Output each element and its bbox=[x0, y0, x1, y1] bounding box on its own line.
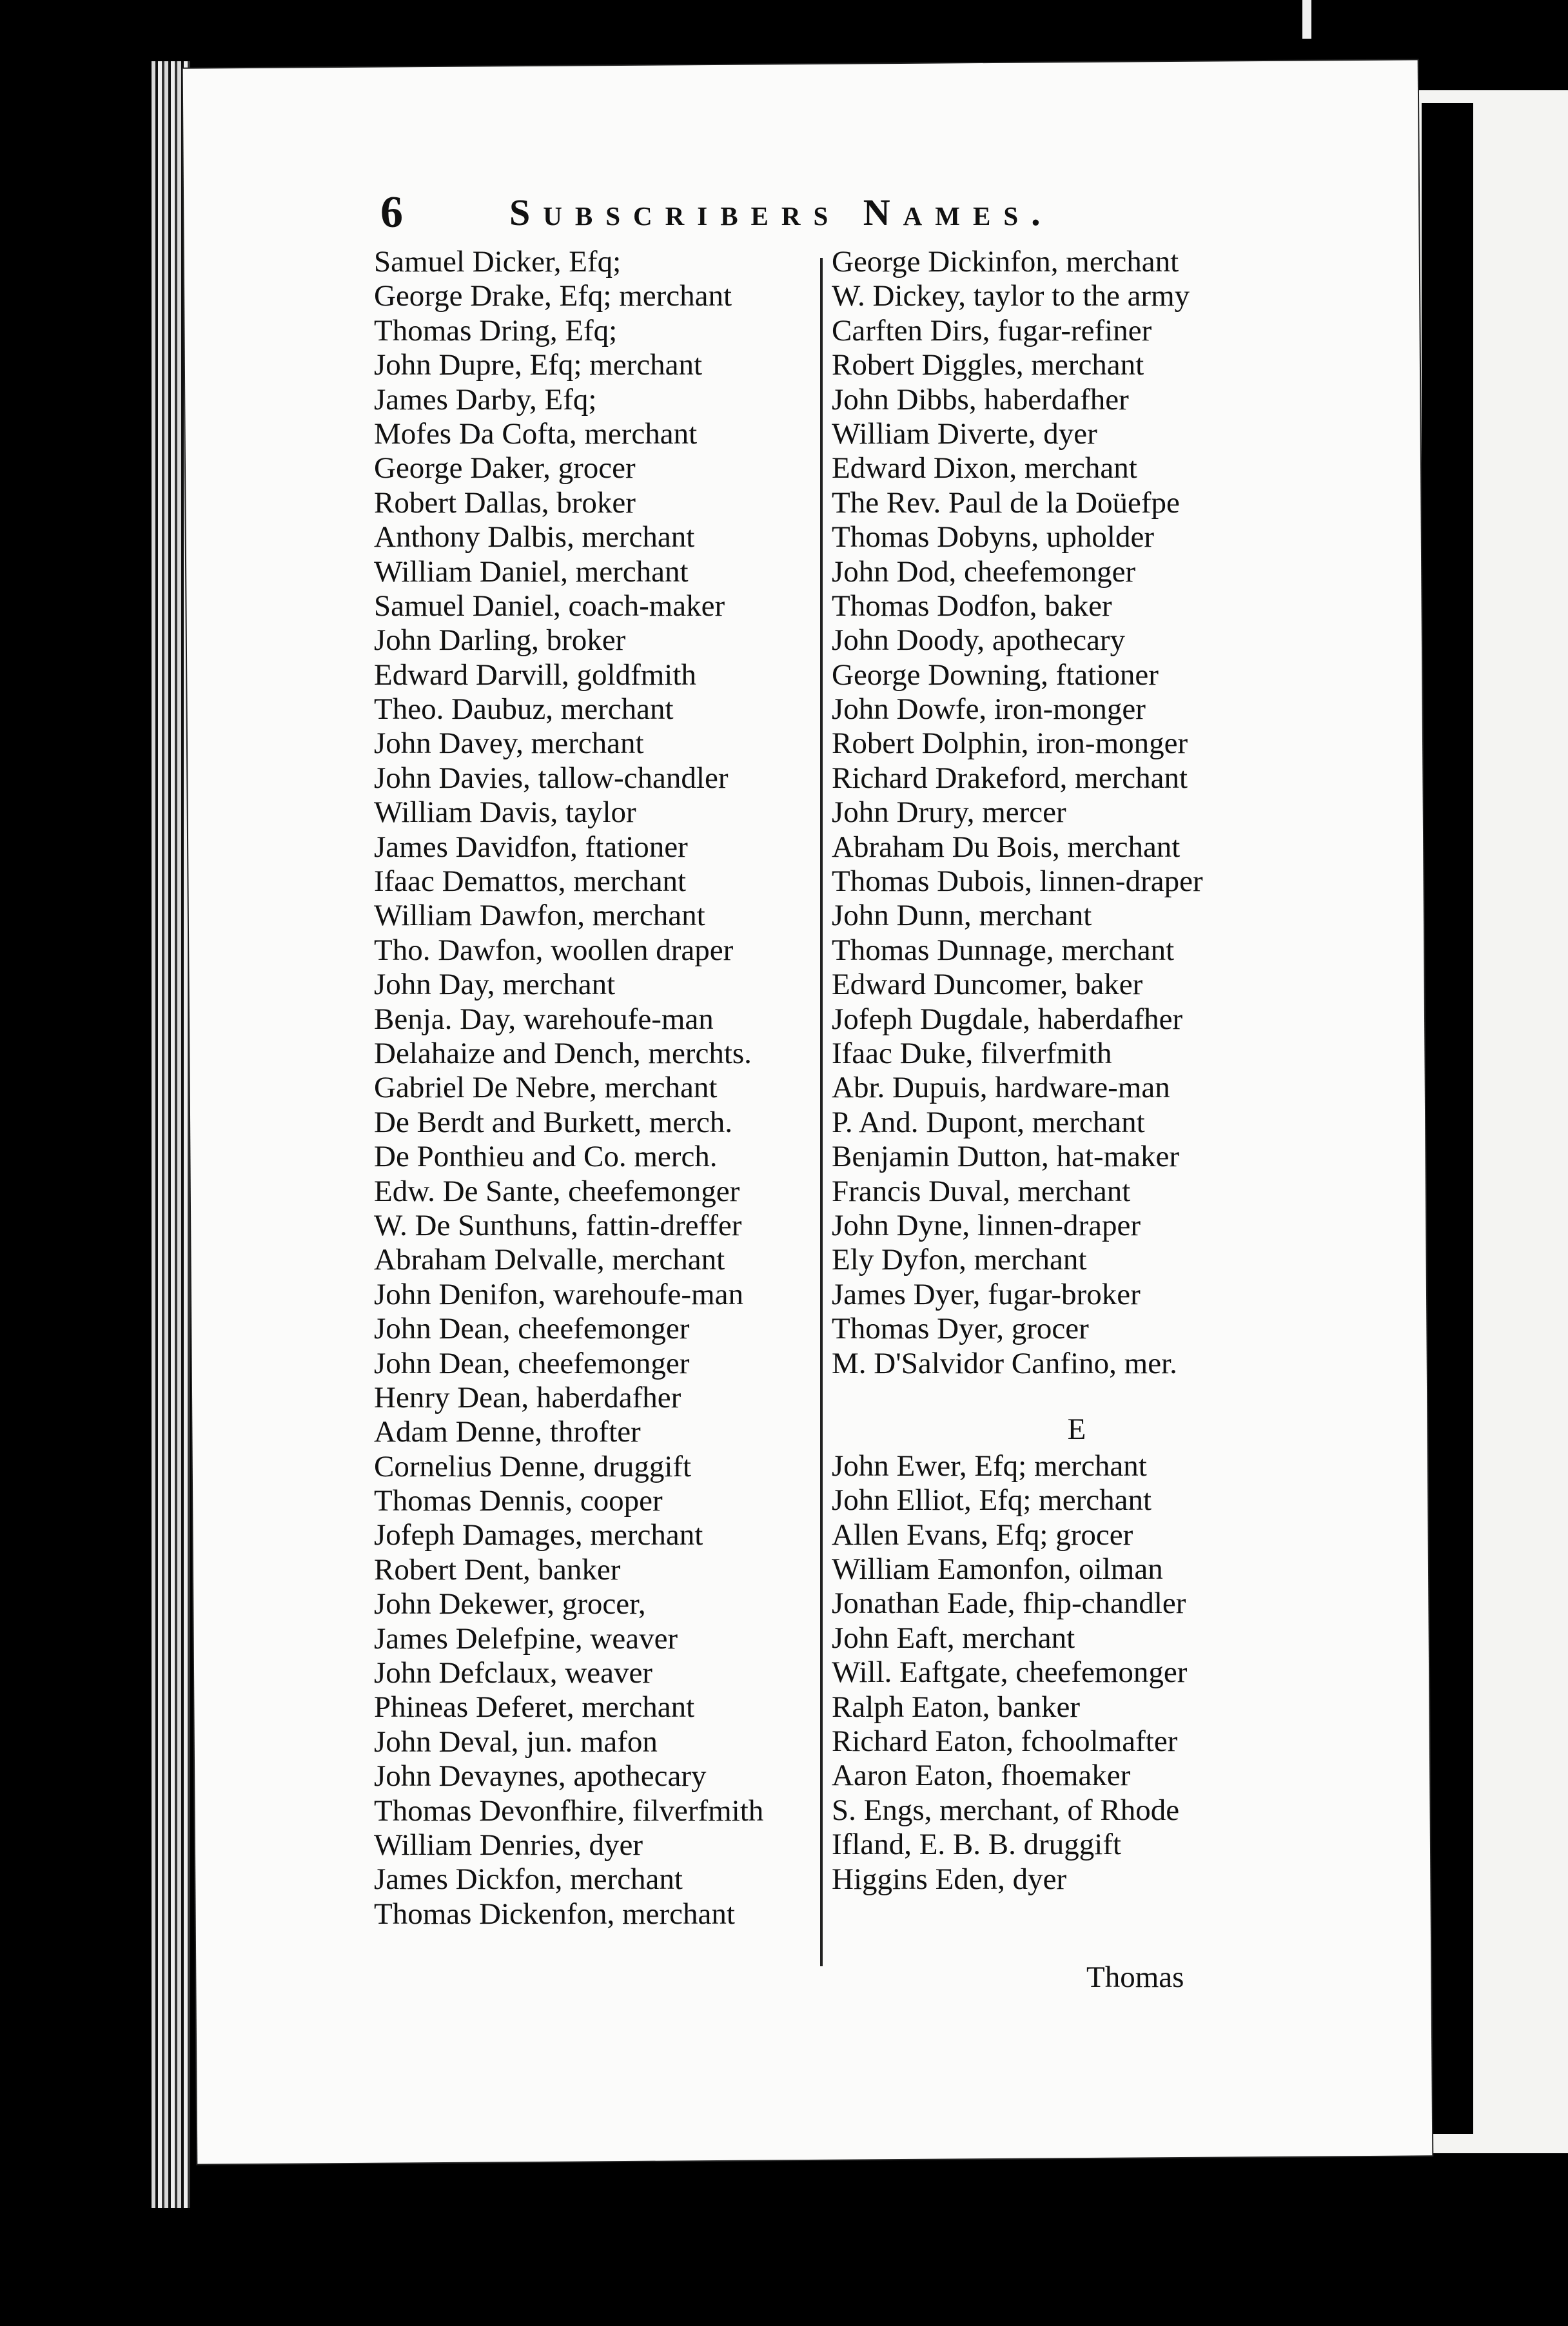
section-letter-e: E bbox=[1067, 1412, 1086, 1446]
subscriber-entry: James Dyer, fugar-broker bbox=[832, 1277, 1141, 1311]
subscriber-entry: Thomas Devonfhire, filverfmith bbox=[374, 1793, 764, 1828]
book-spine-edge bbox=[152, 61, 190, 2208]
subscriber-entry: John Deval, jun. mafon bbox=[374, 1725, 658, 1759]
subscriber-entry: P. And. Dupont, merchant bbox=[832, 1105, 1145, 1139]
subscriber-entry: Edward Duncomer, baker bbox=[832, 968, 1143, 1002]
subscriber-entry: John Dunn, merchant bbox=[832, 899, 1092, 933]
subscriber-entry: Henry Dean, haberdafher bbox=[374, 1380, 681, 1414]
subscriber-entry: Thomas Dubois, linnen-draper bbox=[832, 865, 1203, 899]
subscriber-entry: Robert Dallas, broker bbox=[374, 485, 636, 520]
subscriber-entry: Thomas Dickenfon, merchant bbox=[374, 1897, 735, 1931]
subscriber-entry: Thomas Dring, Efq; bbox=[374, 313, 618, 347]
subscriber-entry: James Dickfon, merchant bbox=[374, 1862, 683, 1897]
subscriber-entry: Francis Duval, merchant bbox=[832, 1174, 1131, 1208]
running-title: Subscribers Names. bbox=[509, 191, 1054, 233]
subscriber-entry: Jofeph Damages, merchant bbox=[374, 1518, 703, 1552]
subscriber-entry: Thomas Dodfon, baker bbox=[832, 589, 1112, 623]
subscriber-entry: John Defclaux, weaver bbox=[374, 1656, 652, 1690]
subscriber-entry: George Daker, grocer bbox=[374, 451, 636, 485]
subscriber-entry: W. Dickey, taylor to the army bbox=[832, 279, 1190, 313]
scan-artifact-mark bbox=[1302, 0, 1311, 39]
subscriber-entry: William Diverte, dyer bbox=[832, 416, 1097, 451]
subscriber-entry: Jonathan Eade, fhip-chandler bbox=[832, 1587, 1186, 1621]
left-column bbox=[374, 245, 812, 1931]
subscriber-entry: James Delefpine, weaver bbox=[374, 1621, 678, 1656]
subscriber-entry: Edward Darvill, goldfmith bbox=[374, 658, 696, 692]
subscriber-entry: John Dean, cheefemonger bbox=[374, 1346, 690, 1380]
subscriber-entry: John Eaft, merchant bbox=[832, 1621, 1075, 1655]
subscriber-entry: Phineas Deferet, merchant bbox=[374, 1690, 695, 1725]
subscriber-entry: William Davis, taylor bbox=[374, 796, 636, 830]
subscriber-entry: Thomas Dennis, cooper bbox=[374, 1484, 663, 1518]
subscriber-entry: Richard Drakeford, merchant bbox=[832, 761, 1188, 795]
subscriber-entry: De Berdt and Burkett, merch. bbox=[374, 1105, 732, 1139]
subscriber-entry: Anthony Dalbis, merchant bbox=[374, 520, 695, 554]
subscriber-entry: Allen Evans, Efq; grocer bbox=[832, 1518, 1133, 1552]
right-column-e-entries bbox=[832, 1449, 1283, 1897]
subscriber-entry: William Denries, dyer bbox=[374, 1828, 643, 1862]
subscriber-entry: Will. Eaftgate, cheefemonger bbox=[832, 1656, 1188, 1690]
subscriber-entry: Ifland, E. B. B. druggift bbox=[832, 1828, 1122, 1862]
subscriber-entry: Robert Diggles, merchant bbox=[832, 348, 1144, 382]
subscriber-entry: Ifaac Demattos, merchant bbox=[374, 865, 687, 899]
subscriber-entry: Tho. Dawfon, woollen draper bbox=[374, 933, 734, 967]
subscriber-entry: John Dibbs, haberdafher bbox=[832, 382, 1129, 416]
subscriber-entry: John Drury, mercer bbox=[832, 796, 1066, 830]
subscriber-entry: Cornelius Denne, druggift bbox=[374, 1449, 692, 1483]
subscriber-entry: Robert Dent, banker bbox=[374, 1552, 621, 1587]
subscriber-entry: Higgins Eden, dyer bbox=[832, 1862, 1067, 1896]
subscriber-entry: James Davidfon, ftationer bbox=[374, 830, 688, 864]
subscriber-entry: S. Engs, merchant, of Rhode bbox=[832, 1793, 1180, 1827]
subscriber-entry: Thomas Dyer, grocer bbox=[832, 1312, 1089, 1346]
subscriber-entry: John Davies, tallow-chandler bbox=[374, 761, 729, 795]
subscriber-entry: Robert Dolphin, iron-monger bbox=[832, 727, 1188, 761]
subscriber-entry: John Elliot, Efq; merchant bbox=[832, 1483, 1152, 1518]
subscriber-entry: Edw. De Sante, cheefemonger bbox=[374, 1174, 740, 1208]
subscriber-entry: Ely Dyfon, merchant bbox=[832, 1243, 1087, 1277]
subscriber-entry: John Dekewer, grocer, bbox=[374, 1587, 646, 1621]
subscriber-entry: Theo. Daubuz, merchant bbox=[374, 692, 674, 727]
subscriber-entry: Abraham Delvalle, merchant bbox=[374, 1243, 725, 1277]
subscriber-entry: John Dean, cheefemonger bbox=[374, 1312, 690, 1346]
catchword: Thomas bbox=[1086, 1960, 1184, 1994]
subscriber-entry: George Drake, Efq; merchant bbox=[374, 279, 732, 313]
subscriber-entry: John Darling, broker bbox=[374, 623, 626, 658]
subscriber-entry: George Downing, ftationer bbox=[832, 658, 1159, 692]
subscriber-entry: Delahaize and Dench, merchts. bbox=[374, 1036, 752, 1070]
subscriber-entry: George Dickinfon, merchant bbox=[832, 245, 1179, 279]
subscriber-entry: John Dod, cheefemonger bbox=[832, 554, 1136, 589]
subscriber-entry: Gabriel De Nebre, merchant bbox=[374, 1071, 718, 1105]
subscriber-entry: Edward Dixon, merchant bbox=[832, 451, 1137, 485]
subscriber-entry: De Ponthieu and Co. merch. bbox=[374, 1140, 718, 1174]
right-column-d-entries bbox=[832, 245, 1283, 1381]
subscriber-entry: Samuel Daniel, coach-maker bbox=[374, 589, 725, 623]
subscriber-entry: John Dupre, Efq; merchant bbox=[374, 348, 703, 382]
subscriber-entry: Benja. Day, warehoufe-man bbox=[374, 1002, 714, 1036]
subscriber-entry: William Eamonfon, oilman bbox=[832, 1552, 1163, 1587]
subscriber-entry: Abraham Du Bois, merchant bbox=[832, 830, 1181, 864]
subscriber-entry: John Ewer, Efq; merchant bbox=[832, 1449, 1147, 1483]
subscriber-entry: William Dawfon, merchant bbox=[374, 899, 705, 933]
subscriber-entry: Jofeph Dugdale, haberdafher bbox=[832, 1002, 1183, 1036]
subscriber-entry: The Rev. Paul de la Doüefpe bbox=[832, 485, 1180, 520]
subscriber-entry: John Denifon, warehoufe-man bbox=[374, 1277, 743, 1311]
subscriber-entry: John Devaynes, apothecary bbox=[374, 1759, 707, 1793]
subscriber-entry: Richard Eaton, fchoolmafter bbox=[832, 1725, 1178, 1759]
right-column bbox=[832, 245, 1283, 1897]
subscriber-entry: Abr. Dupuis, hardware-man bbox=[832, 1071, 1170, 1105]
subscriber-entry: Samuel Dicker, Efq; bbox=[374, 245, 622, 279]
subscriber-entry: John Dyne, linnen-draper bbox=[832, 1208, 1141, 1242]
subscriber-entry: John Dowfe, iron-monger bbox=[832, 692, 1146, 727]
column-divider bbox=[820, 258, 823, 1966]
subscriber-entry: Ralph Eaton, banker bbox=[832, 1690, 1081, 1724]
subscriber-entry: Mofes Da Cofta, merchant bbox=[374, 416, 698, 451]
subscriber-entry: Thomas Dunnage, merchant bbox=[832, 933, 1175, 967]
subscriber-entry: John Day, merchant bbox=[374, 968, 616, 1002]
subscriber-entry: James Darby, Efq; bbox=[374, 382, 597, 416]
subscriber-entry: Adam Denne, throfter bbox=[374, 1415, 641, 1449]
subscriber-entry: W. De Sunthuns, fattin-dreffer bbox=[374, 1208, 742, 1242]
subscriber-entry: Aaron Eaton, fhoemaker bbox=[832, 1759, 1131, 1793]
subscriber-entry: Thomas Dobyns, upholder bbox=[832, 520, 1154, 554]
subscriber-entry: Ifaac Duke, filverfmith bbox=[832, 1036, 1112, 1070]
subscriber-entry: Carften Dirs, fugar-refiner bbox=[832, 313, 1152, 347]
page-number: 6 bbox=[380, 188, 403, 237]
subscriber-entry: John Doody, apothecary bbox=[832, 623, 1126, 658]
subscriber-entry: Benjamin Dutton, hat-maker bbox=[832, 1140, 1180, 1174]
subscriber-entry: M. D'Salvidor Canfino, mer. bbox=[832, 1346, 1177, 1380]
subscriber-entry: John Davey, merchant bbox=[374, 727, 644, 761]
subscriber-entry: William Daniel, merchant bbox=[374, 554, 689, 589]
